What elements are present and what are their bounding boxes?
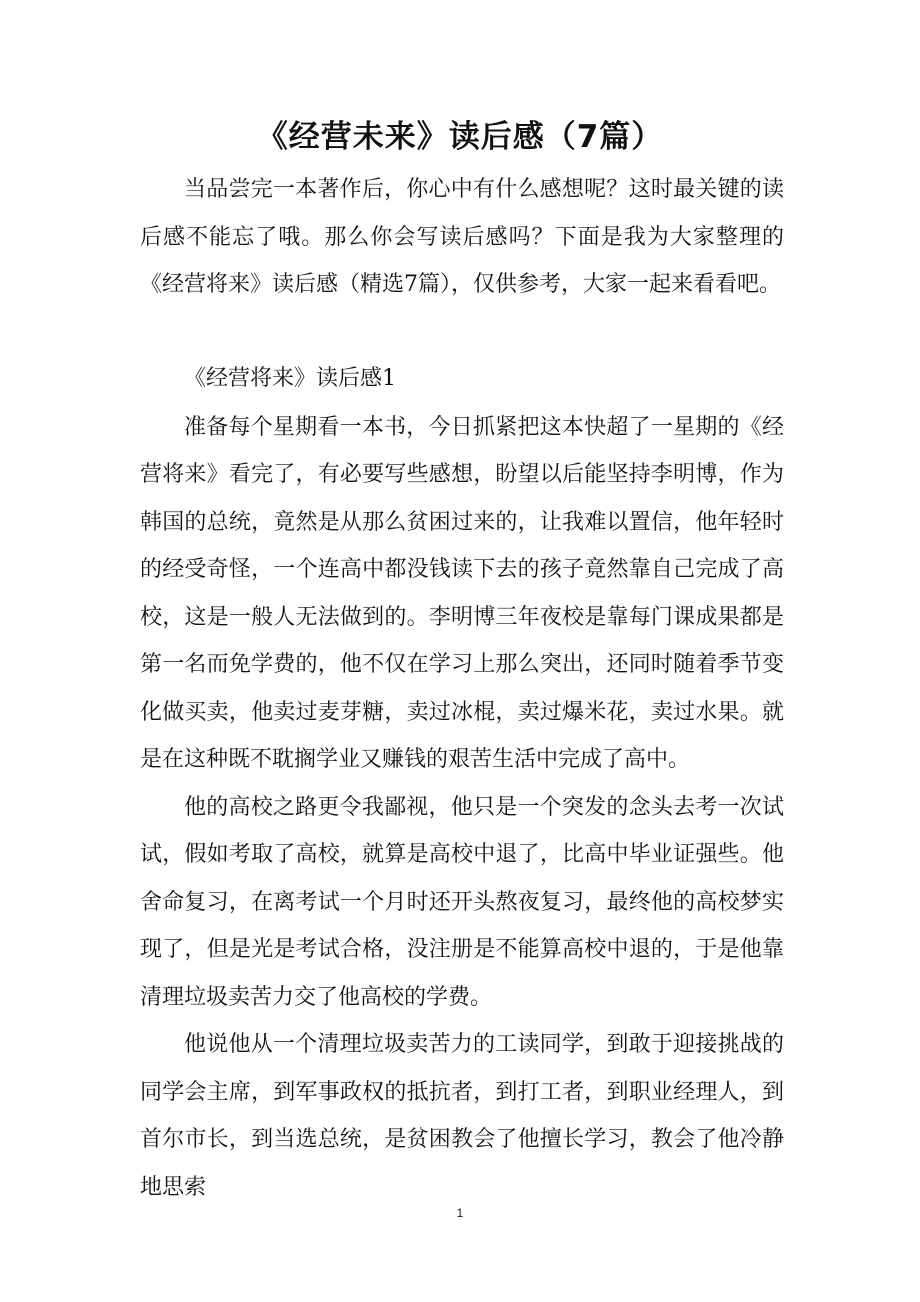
section-heading: 《经营将来》读后感1 — [184, 365, 396, 391]
body-paragraph-1: 准备每个星期看一本书，今日抓紧把这本快超了一星期的《经营将来》看完了，有必要写些感想，盼望以后能坚持李明博，作为韩国的总统，竟然是从那么贫困过来的，让我难以置信，他年轻时的经受奇怪，一个连高中都没钱读下去的孩子竟然靠自己完成了高校，这是一般人无法做到的。李明博三年夜校是靠每门课成果都是第一名而免学费的，他不仅在学习上那么突出，还同时随着季节变化做买卖，他卖过麦芽糖，卖过冰棍，卖过爆米花，卖过水果。就是在这种既不耽搁学业又赚钱的艰苦生活中完成了高中。 — [140, 414, 784, 772]
blank-line — [140, 309, 784, 356]
body-paragraph-3: 他说他从一个清理垃圾卖苦力的工读同学，到敢于迎接挑战的同学会主席，到军事政权的抵抗者，到打工者，到职业经理人，到首尔市长，到当选总统，是贫困教会了他擅长学习，教会了他冷静地思索 — [140, 1032, 784, 1200]
intro-paragraph: 当品尝完一本著作后，你心中有什么感想呢？这时最关键的读后感不能忘了哦。那么你会写读后感吗？下面是我为大家整理的《经营将来》读后感（精选7篇），仅供参考，大家一起来看看吧。 — [140, 177, 784, 297]
page-number: 1 — [456, 1206, 464, 1220]
document-body — [140, 166, 784, 1211]
document-title: 《经营未来》读后感（7篇） — [256, 119, 664, 155]
body-paragraph-2: 他的高校之路更令我鄙视，他只是一个突发的念头去考一次试试，假如考取了高校，就算是高校中退了，比高中毕业证强些。他舍命复习，在离考试一个月时还开头熬夜复习，最终他的高校梦实现了，但是光是考试合格，没注册是不能算高校中退的，于是他靠清理垃圾卖苦力交了他高校的学费。 — [140, 794, 784, 1010]
